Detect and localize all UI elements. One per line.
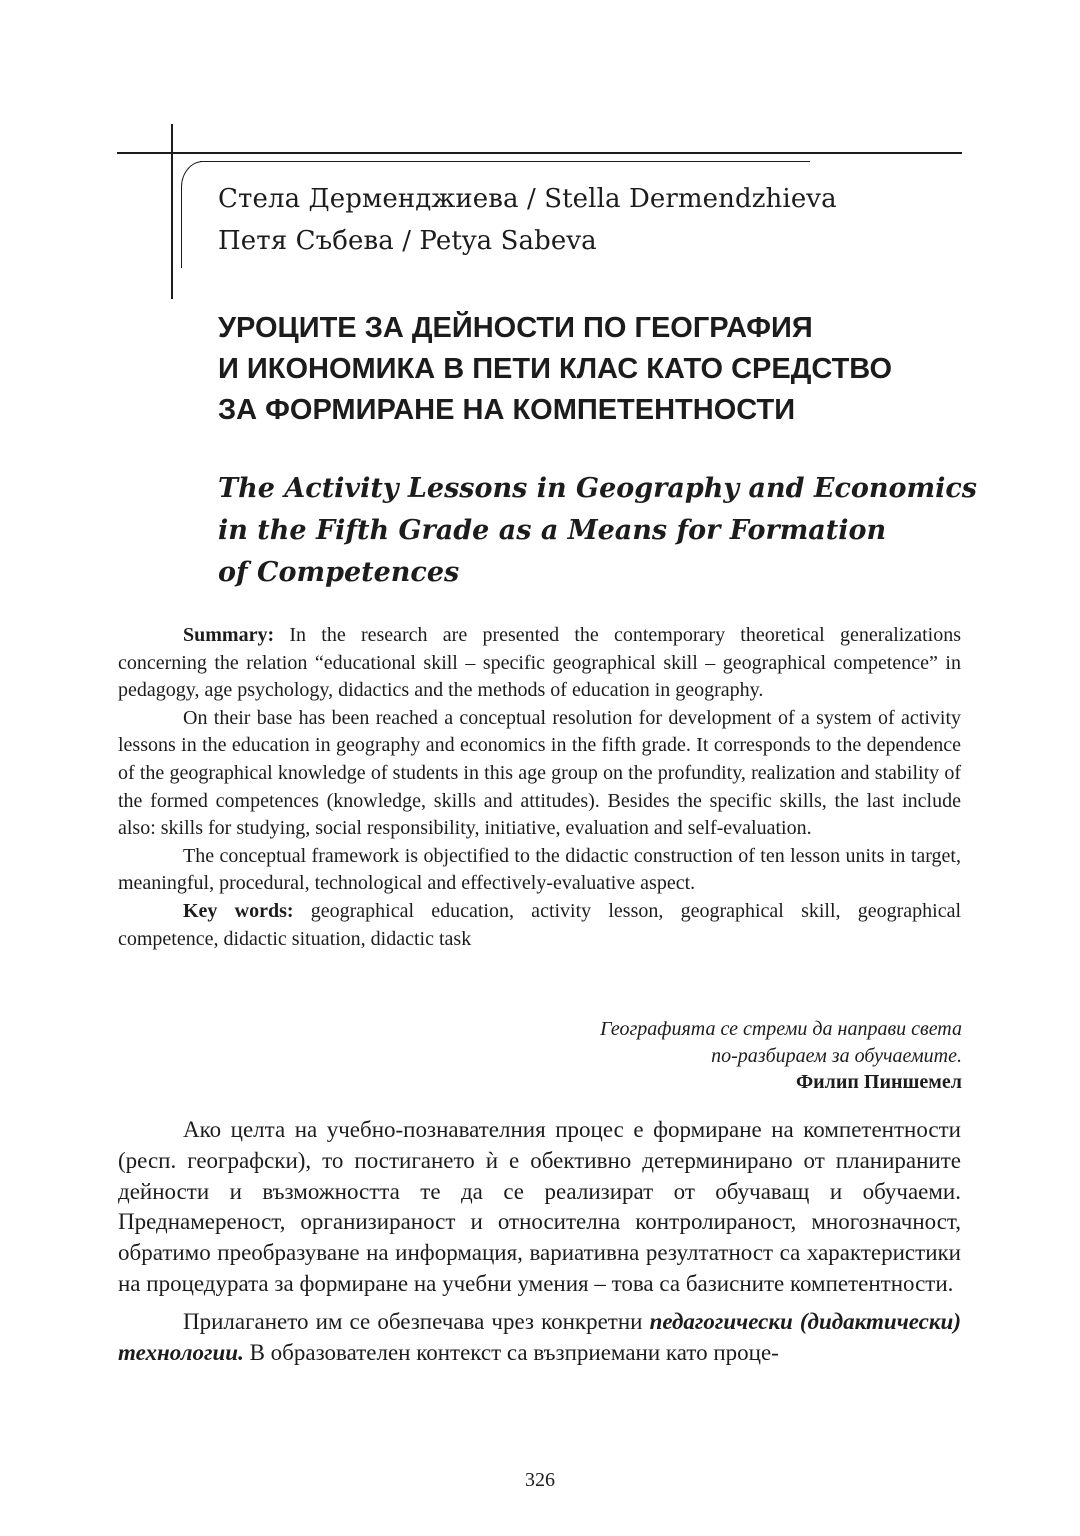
epigraph-quote-line-2: по-разбираем за обучаемите.: [711, 1044, 962, 1067]
summary-label: Summary:: [183, 624, 275, 646]
keywords-paragraph: [118, 898, 961, 953]
author-line-2: Петя Събева / Petya Sabeva: [218, 226, 597, 256]
epigraph: [600, 1016, 962, 1096]
summary-paragraph-1: [118, 622, 961, 705]
body-paragraph-1: Ако целта на учебно-познавателния процес е формиране на компетентности (респ. географски), то постигането ѝ е обективно детерминирано от планираните дейности и възможността те да се реализират от обучаващ и обучаеми. Преднамереност, организираност и относителна контролираност, многозначност, обратимо преобразуване на информация, вариативна резултатност са характеристики на процедурата за формиране на учебни умения – това са базисните компетентности.: [118, 1117, 961, 1296]
title-bg-line: ЗА ФОРМИРАНЕ НА КОМПЕТЕНТНОСТИ: [218, 394, 796, 426]
title-bg-line: УРОЦИТЕ ЗА ДЕЙНОСТИ ПО ГЕОГРАФИЯ: [218, 312, 813, 344]
body-p2-emphasis: педагогически (дидактически) технологии.: [118, 1308, 961, 1365]
keywords-text: geographical education, activity lesson, geographical skill, geographical competence, didactic situation, didactic task: [118, 899, 962, 950]
keywords-label: Key words:: [183, 899, 294, 922]
body-paragraph-2: [118, 1307, 961, 1369]
page-number: 326: [525, 1469, 555, 1491]
title-english: [218, 468, 977, 594]
epigraph-quote-line-1: Географията се стреми да направи света: [600, 1018, 962, 1040]
ornament-corner-curve: [181, 161, 204, 190]
body-p2-start: Прилагането им се обезпечава чрез конкретни: [183, 1308, 650, 1334]
ornament-inner-rule: [200, 161, 810, 162]
ornament-top-rule: [117, 152, 962, 154]
epigraph-author: Филип Пиншемел: [795, 1071, 962, 1093]
title-en-line: The Activity Lessons in Geography and Economics: [218, 473, 977, 504]
author-line-1: Стела Дерменджиева / Stella Dermendzhieva: [218, 184, 837, 214]
summary-paragraph-3: The conceptual framework is objectified to the didactic construction of ten lesson units in target, meaningful, procedural, technological and effectively-evaluative aspect.: [118, 844, 961, 895]
title-en-line: in the Fifth Grade as a Means for Formation: [218, 515, 887, 546]
authors-block: [218, 178, 837, 262]
title-en-line: of Competences: [218, 557, 460, 588]
summary-section: [118, 622, 961, 953]
summary-text-1: In the research are presented the contemporary theoretical generalizations concerning the relation “educational skill – specific geographical skill – geographical competence” in pedagogy, age psychology, didactics and the methods of education in geography.: [118, 624, 962, 702]
body-p2-end: В образователен контекст са възприемани като проце-: [243, 1339, 779, 1365]
summary-paragraph-2: On their base has been reached a conceptual resolution for development of a system of activity lessons in the education in geography and economics in the fifth grade. It corresponds to the dependence of the geographical knowledge of students in this age group on the profundity, realization and stability of the formed competences (knowledge, skills and attitudes). Besides the specific skills, the last include also: skills for studying, social responsibility, initiative, evaluation and self-evaluation.: [118, 706, 961, 840]
title-bg-line: И ИКОНОМИКА В ПЕТИ КЛАС КАТО СРЕДСТВО: [218, 353, 893, 385]
body-text: [118, 1115, 961, 1375]
ornament-inner-vertical-rule: [181, 186, 182, 268]
ornament-left-rule: [171, 124, 173, 299]
title-bulgarian: [218, 308, 892, 431]
